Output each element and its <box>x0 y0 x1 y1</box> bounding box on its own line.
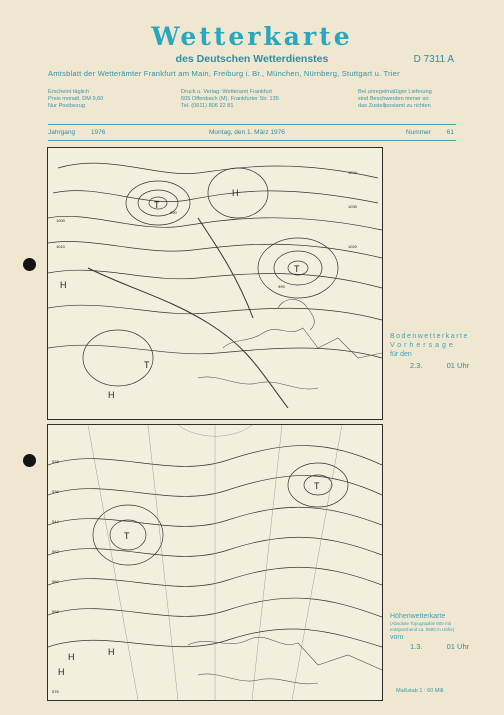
divider-top <box>48 124 456 125</box>
info-middle-line: Druck u. Verlag: Wetteramt Frankfurt <box>181 89 272 95</box>
upper-air-map-graphic <box>48 425 382 700</box>
surface-for-label: für den <box>390 351 412 358</box>
surface-forecast-map <box>47 147 383 420</box>
punch-hole-lower <box>23 454 36 467</box>
upper-air-from-label: vom <box>390 634 404 641</box>
front-line <box>198 218 253 318</box>
map-label: 552 <box>52 549 59 554</box>
coastline <box>198 674 318 684</box>
map-label: T <box>144 360 150 370</box>
upper-air-date: 1.3. <box>410 642 423 651</box>
surface-forecast-caption <box>390 332 469 370</box>
issue-date: Montag, den 1. März 1976 <box>209 129 285 136</box>
map-label: 576 <box>52 689 59 694</box>
map-label: 1000 <box>56 218 65 223</box>
front-line <box>88 268 288 408</box>
issue-number <box>406 129 454 136</box>
map-label: T <box>314 481 320 491</box>
map-label: 560 <box>52 579 59 584</box>
newspaper-subtitle: des Deutschen Wetterdienstes <box>175 53 329 65</box>
upper-air-note-line1: (Absolute Topographie 500 mb <box>390 621 452 626</box>
isobar <box>48 345 382 358</box>
map-label: 568 <box>52 609 59 614</box>
map-label: 1040 <box>348 170 357 175</box>
surface-title-line1: Bodenwetterkarte <box>390 333 469 340</box>
coastline <box>278 299 314 330</box>
surface-map-graphic <box>48 148 382 419</box>
upper-air-time: 01 Uhr <box>446 642 470 651</box>
info-right <box>358 89 432 111</box>
map-label: 1010 <box>56 244 65 249</box>
amtsblatt-line: Amtsblatt der Wetterämter Frankfurt am Main, Freiburg i. Br., München, Nürnberg, Stuttgart u. Trier <box>48 69 400 78</box>
map-label: 544 <box>52 519 59 524</box>
coastline <box>188 637 382 670</box>
map-label: H <box>68 652 75 662</box>
newspaper-title: Wetterkarte <box>151 22 353 51</box>
upper-air-map <box>47 424 383 701</box>
info-right-line: das Zustellpostamt zu richten <box>358 103 431 110</box>
nummer-label: Nummer <box>406 129 431 136</box>
map-label: T <box>294 264 300 274</box>
map-label: 536 <box>52 489 59 494</box>
upper-air-datetime <box>390 642 469 651</box>
jahrgang-value: 1976 <box>90 129 106 136</box>
map-label: 1030 <box>348 204 357 209</box>
info-left-line: Erscheint täglich <box>48 89 90 95</box>
info-middle-line: Tel. (0611) 806 22 81 <box>181 103 234 110</box>
map-label: H <box>232 188 239 198</box>
isobar <box>83 330 153 386</box>
map-label: 1020 <box>348 244 357 249</box>
upper-air-note-line2: entsprechend ca. 5500 m Höhe) <box>390 627 455 632</box>
info-left <box>48 89 103 111</box>
info-right-line: sind Beschwerden immer an <box>358 96 429 103</box>
map-label: 990 <box>170 210 177 215</box>
map-label: H <box>108 647 115 657</box>
jahrgang <box>48 129 105 136</box>
surface-date: 2.3. <box>410 361 423 370</box>
info-right-line: Bei unregelmäßiger Lieferung <box>358 89 432 95</box>
map-label: H <box>108 390 115 400</box>
info-left-line: Preis monatl. DM 9,60 <box>48 96 104 103</box>
info-middle <box>181 89 279 111</box>
divider-bottom <box>48 140 456 141</box>
surface-datetime <box>390 361 469 370</box>
map-label: H <box>58 667 65 677</box>
meridian <box>88 425 138 700</box>
map-label: T <box>154 200 160 210</box>
map-label: T <box>124 531 130 541</box>
upper-air-title: Höhenwetterkarte <box>390 613 446 620</box>
map-scale: Maßstab 1 : 60 Mill. <box>396 688 445 694</box>
document-number: D 7311 A <box>413 54 454 65</box>
coastline <box>223 328 382 358</box>
surface-time: 01 Uhr <box>446 361 470 370</box>
isobar <box>48 305 382 320</box>
map-label: 995 <box>278 284 285 289</box>
meridian <box>292 425 342 700</box>
meridian <box>252 425 282 700</box>
isobar <box>53 191 378 203</box>
jahrgang-label: Jahrgang <box>48 129 76 136</box>
surface-title-line2: Vorhersage <box>390 342 456 349</box>
upper-air-caption <box>390 612 469 651</box>
punch-hole-upper <box>23 258 36 271</box>
map-label: 528 <box>52 459 59 464</box>
isobar <box>58 163 378 178</box>
isobar <box>48 216 382 230</box>
coastline <box>198 377 318 389</box>
map-label: H <box>60 280 67 290</box>
nummer-value: 61 <box>446 129 454 136</box>
info-left-line: Nur Postbezug <box>48 103 86 110</box>
info-middle-line: 605 Offenbach (M), Frankfurter Str. 135 <box>181 96 279 103</box>
